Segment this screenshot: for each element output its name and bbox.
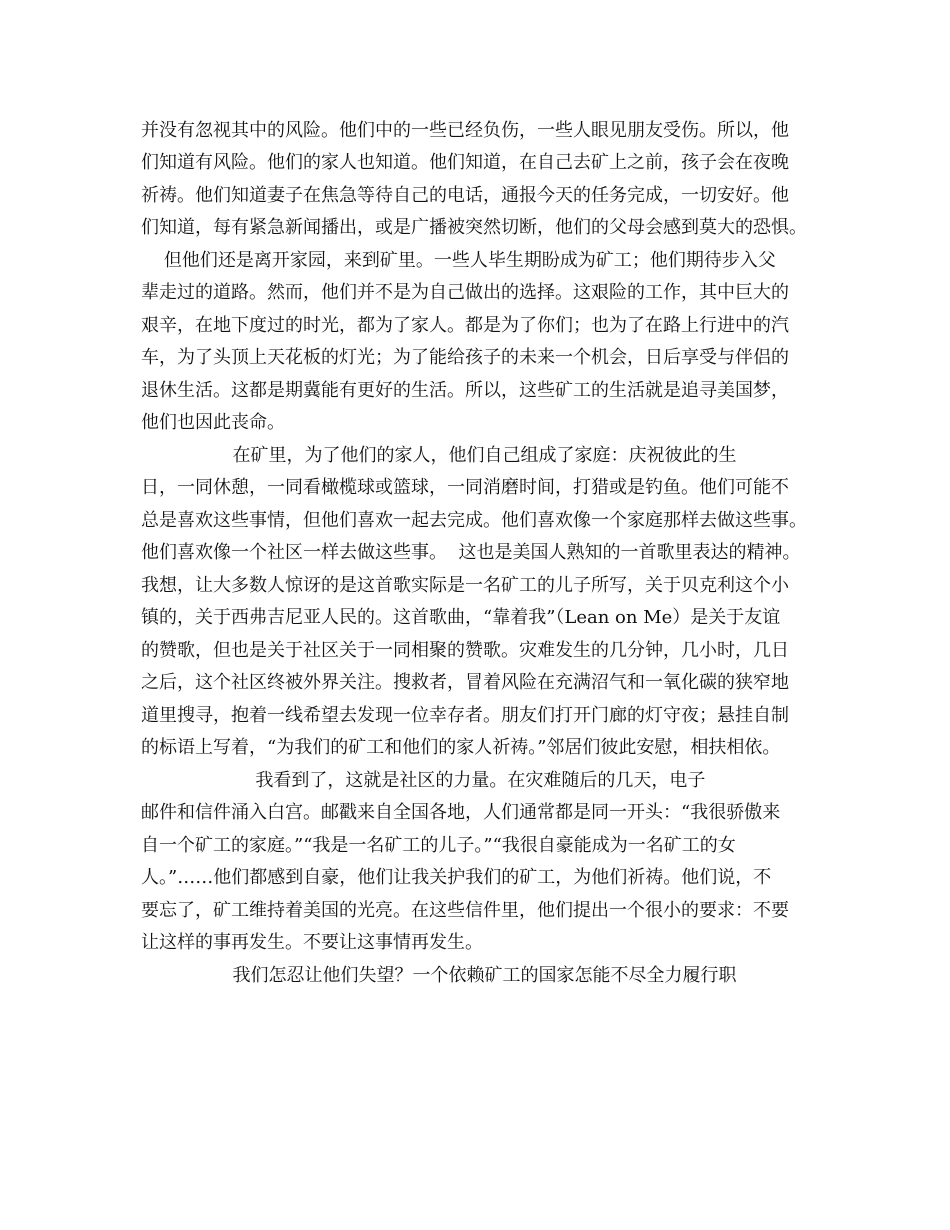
text-line: 之后，这个社区终被外界关注。搜救者，冒着风险在充满沼气和一氧化碳的狭窄地 [141, 672, 789, 693]
text-line: 日，一同休憩，一同看橄榄球或篮球，一同消磨时间，打猎或是钓鱼。他们可能不 [141, 477, 789, 498]
text-line: 镇的，关于西弗吉尼亚人民的。这首歌曲，“靠着我”（Lean on Me）是关于友谊 [141, 607, 781, 628]
text-line: 我看到了，这就是社区的力量。在灾难随后的几天，电子 [141, 770, 706, 791]
text-line: 车，为了头顶上天花板的灯光；为了能给孩子的未来一个机会，日后享受与伴侣的 [141, 347, 789, 368]
text-line: 的标语上写着，“为我们的矿工和他们的家人祈祷。”邻居们彼此安慰，相扶相依。 [141, 737, 781, 758]
text-line: 道里搜寻，抱着一线希望去发现一位幸存者。朋友们打开门廊的灯守夜；悬挂自制 [141, 705, 789, 726]
text-line: 们知道有风险。他们的家人也知道。他们知道，在自己去矿上之前，孩子会在夜晚 [141, 152, 789, 173]
text-line: 我想，让大多数人惊讶的是这首歌实际是一名矿工的儿子所写，关于贝克利这个小 [141, 575, 789, 596]
text-line: 总是喜欢这些事情，但他们喜欢一起去完成。他们喜欢像一个家庭那样去做这些事。 [141, 510, 807, 531]
text-line: 但他们还是离开家园，来到矿里。一些人毕生期盼成为矿工；他们期待步入父 [141, 250, 776, 271]
text-line: 在矿里，为了他们的家人，他们自己组成了家庭：庆祝彼此的生 [141, 445, 737, 466]
text-line: 邮件和信件涌入白宫。邮戳来自全国各地，人们通常都是同一开头：“我很骄傲来 [141, 802, 781, 823]
text-line: 我们怎忍让他们失望？一个依赖矿工的国家怎能不尽全力履行职 [141, 965, 737, 986]
text-line: 辈走过的道路。然而，他们并不是为自己做出的选择。这艰险的工作，其中巨大的 [141, 282, 789, 303]
text-line: 他们喜欢像一个社区一样去做这些事。 这也是美国人熟知的一首歌里表达的精神。 [141, 542, 801, 563]
text-line: 退休生活。这都是期冀能有更好的生活。所以，这些矿工的生活就是追寻美国梦， [141, 380, 789, 401]
text-line: 的赞歌，但也是关于社区关于一同相聚的赞歌。灾难发生的几分钟，几小时，几日 [141, 640, 789, 661]
text-line: 并没有忽视其中的风险。他们中的一些已经负伤，一些人眼见朋友受伤。所以，他 [141, 120, 789, 141]
text-line: 让这样的事再发生。不要让这事情再发生。 [141, 932, 483, 953]
text-line: 祈祷。他们知道妻子在焦急等待自己的电话，通报今天的任务完成，一切安好。他 [141, 185, 789, 206]
text-line: 艰辛，在地下度过的时光，都为了家人。都是为了你们；也为了在路上行进中的汽 [141, 315, 789, 336]
text-line: 人。”……他们都感到自豪，他们让我关护我们的矿工，为他们祈祷。他们说，不 [141, 867, 772, 888]
text-line: 他们也因此丧命。 [141, 412, 285, 433]
text-line: 要忘了，矿工维持着美国的光亮。在这些信件里，他们提出一个很小的要求：不要 [141, 900, 789, 921]
text-line: 们知道，每有紧急新闻播出，或是广播被突然切断，他们的父母会感到莫大的恐惧。 [141, 217, 807, 238]
text-line: 自一个矿工的家庭。”“我是一名矿工的儿子。”“我很自豪能成为一名矿工的女 [141, 835, 736, 856]
